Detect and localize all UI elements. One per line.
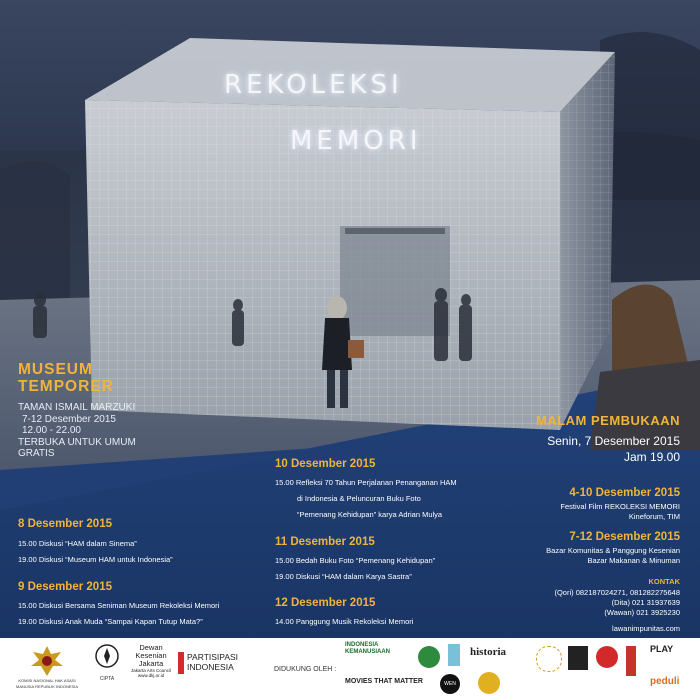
side-event-line: Festival Film REKOLEKSI MEMORI [560,502,680,511]
side-event-date: 4-10 Desember 2015 [569,487,680,499]
komnas-ham-logo [12,644,82,690]
museum-title-line1: MUSEUM [18,361,93,378]
opening-time: Jam 19.00 [623,450,680,464]
day-date: 11 Desember 2015 [275,536,375,548]
contact-line: (Dita) 021 31937639 [611,598,680,607]
museum-title [18,361,114,395]
day-item: 14.00 Panggung Musik Rekoleksi Memori [275,617,414,626]
installation-title-line1: REKOLEKSI [224,70,403,100]
day-item: 19.00 Diskusi “HAM dalam Karya Sastra” [275,572,412,581]
contact-line: (Qori) 082187024271, 081282275648 [554,588,680,597]
garuda-icon [27,644,67,678]
day-item: 15.00 Refleksi 70 Tahun Perjalanan Penanganan HAM [275,478,457,487]
schedule-day-11 [275,536,435,582]
day-item: di Indonesia & Peluncuran Buku Foto [297,494,421,503]
side-event-film [546,487,680,522]
h-logo-icon [626,646,636,676]
day-item: 15.00 Diskusi Bersama Seniman Museum Rekoleksi Memori [18,601,220,610]
day-date: 8 Desember 2015 [18,518,112,530]
dkj-line5: www.dkj.or.id [137,673,165,678]
day-item: 15.00 Diskusi “HAM dalam Sinema” [18,539,137,548]
cipta-caption: CIPTA [99,676,115,682]
contact-heading: KONTAK [648,577,680,586]
komnas-caption: KOMISI NASIONAL HAK ASASI MANUSIA REPUBLIK INDONESIA [15,678,78,689]
indonesia-kemanusiaan-logo: INDONESIA KEMANUSIAAN [345,642,390,655]
green-leaf-icon [418,646,440,668]
opening-date: Senin, 7 Desember 2015 [547,434,680,448]
museum-open: TERBUKA UNTUK UMUM [18,436,136,448]
day-date: 9 Desember 2015 [18,581,112,593]
side-events [546,487,680,566]
museum-info [18,402,136,460]
cipta-logo [92,642,122,682]
day-item: 15.00 Bedah Buku Foto “Pemenang Kehidupan” [275,556,436,565]
day-date: 10 Desember 2015 [275,458,376,470]
schedule-day-8 [18,518,173,565]
museum-title-line2: TEMPORER [18,378,114,395]
partisipasi-line1: PARTISIPASI [187,652,239,662]
partisipasi-mark-icon [178,652,184,674]
yellow-badge-icon [478,672,500,694]
website-link[interactable]: lawanimpunitas.com [612,624,680,633]
dkj-line3: Jakarta [138,659,164,668]
contact-line: (Wawan) 021 3925230 [604,608,680,617]
side-event-line: Bazar Komunitas & Panggung Kesenian [546,546,680,555]
red-badge-icon [596,646,618,668]
movies-that-matter-logo: MOVIES THAT MATTER [345,678,423,685]
museum-location: TAMAN ISMAIL MARZUKI [18,402,136,413]
contact-block [554,577,680,618]
partisipasi-logo [178,652,248,672]
side-event-line: Kineforum, TIM [628,512,680,521]
opening-night [536,413,680,464]
side-event-line: Bazar Makanan & Minuman [587,556,680,565]
opening-title: MALAM PEMBUKAAN [536,413,680,428]
museum-hours: 12.00 - 22.00 [22,425,81,436]
historia-logo: historia [470,646,507,658]
schedule-day-9 [18,581,219,627]
partisipasi-line2: INDONESIA [187,662,234,672]
black-badge-icon [568,646,588,670]
play-logo: PLAY [650,644,674,654]
sun-logo-icon [536,646,562,672]
dkj-line1: Dewan [139,643,163,652]
dkj-line2: Kesenian [135,651,167,660]
wen-logo: WEN [440,674,460,694]
installation-title-line2: MEMORI [290,126,422,156]
day-item: 19.00 Diskusi “Museum HAM untuk Indonesia” [18,555,173,564]
cipta-emblem-icon [94,642,120,676]
supported-by-label: DIDUKUNG OLEH : [274,666,337,673]
sponsor-footer [0,638,700,700]
museum-free: GRATIS [18,448,55,459]
day-item: 19.00 Diskusi Anak Muda “Sampai Kapan Tutup Mata?” [18,617,203,626]
dkj-line4: Jakarta Arts Council [130,668,172,673]
blue-block-icon [448,644,460,666]
day-date: 12 Desember 2015 [275,597,376,609]
schedule-day-12 [275,597,413,627]
schedule-day-10 [275,458,457,520]
side-event-date: 7-12 Desember 2015 [569,531,680,543]
peduli-logo: peduli [650,676,680,687]
dkj-logo [126,644,176,678]
museum-dates: 7-12 Desember 2015 [22,413,116,425]
day-item: “Pemenang Kehidupan” karya Adrian Mulya [297,510,443,519]
side-event-bazar [546,531,680,566]
